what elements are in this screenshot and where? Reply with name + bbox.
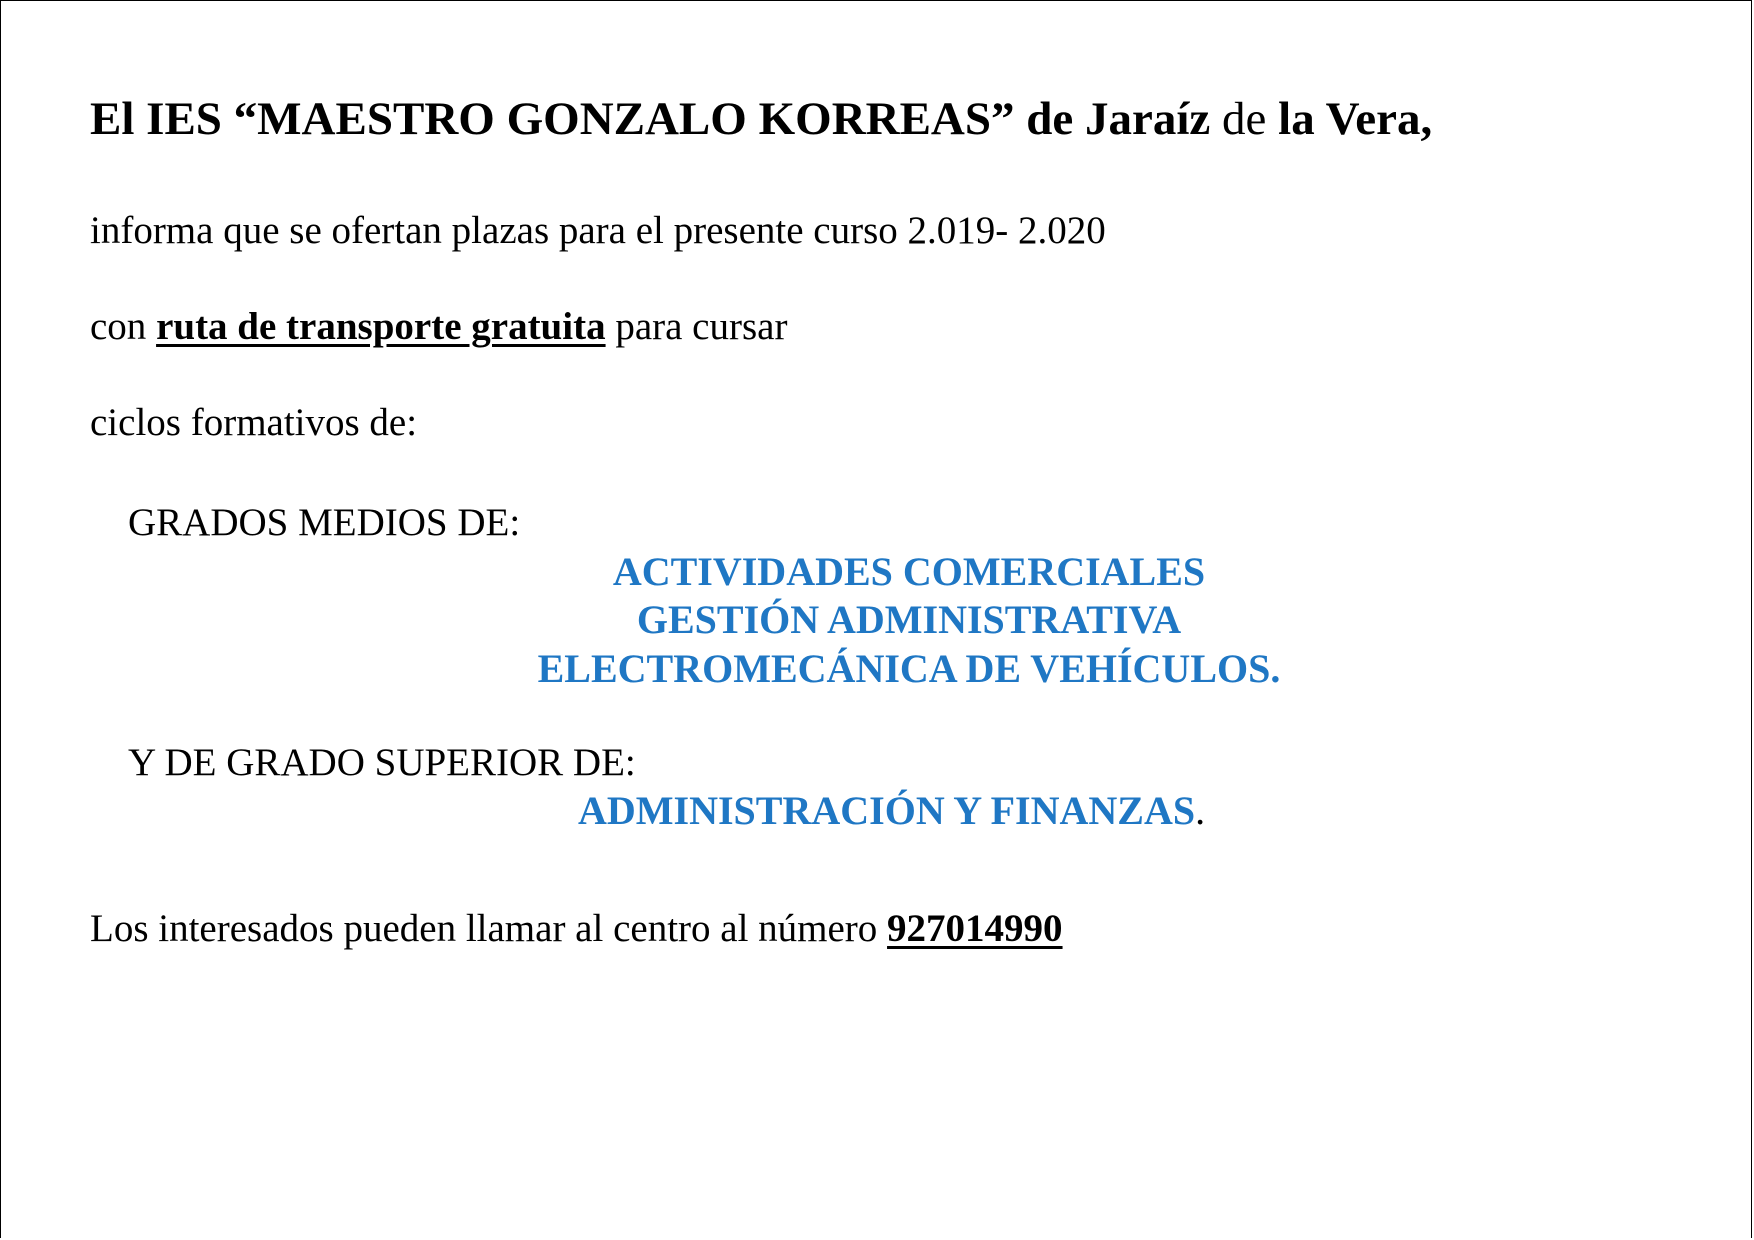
intro-line-3: ciclos formativos de: bbox=[90, 401, 418, 444]
contact-text: Los interesados pueden llamar al centro al número bbox=[90, 907, 888, 950]
course-administracion-finanzas-label: ADMINISTRACIÓN Y FINANZAS bbox=[578, 788, 1196, 833]
phone-number: 927014990 bbox=[887, 907, 1063, 950]
title-part-3: la Vera, bbox=[1278, 93, 1433, 145]
grado-superior-heading: Y DE GRADO SUPERIOR DE: bbox=[128, 741, 636, 784]
free-transport-emphasis: ruta de transporte gratuita bbox=[156, 305, 606, 348]
intro-line-2-prefix: con bbox=[90, 305, 157, 348]
title-part-2: de bbox=[1210, 93, 1279, 145]
title-part-1: El IES “MAESTRO GONZALO KORREAS” de Jaraíz bbox=[90, 93, 1211, 145]
course-gestion-administrativa: GESTIÓN ADMINISTRATIVA bbox=[636, 597, 1182, 642]
course-actividades-comerciales: ACTIVIDADES COMERCIALES bbox=[612, 549, 1206, 594]
intro-line-1: informa que se ofertan plazas para el presente curso 2.019- 2.020 bbox=[90, 209, 1106, 252]
contact-line bbox=[90, 906, 1063, 951]
course-electromecanica-vehiculos: ELECTROMECÁNICA DE VEHÍCULOS. bbox=[537, 646, 1281, 691]
intro-line-2 bbox=[90, 304, 787, 349]
intro-line-2-suffix: para cursar bbox=[605, 305, 788, 348]
course-administracion-finanzas bbox=[578, 787, 1205, 834]
grados-medios-heading: GRADOS MEDIOS DE: bbox=[128, 501, 521, 544]
page-title bbox=[90, 92, 1432, 146]
course-period: . bbox=[1195, 788, 1206, 833]
